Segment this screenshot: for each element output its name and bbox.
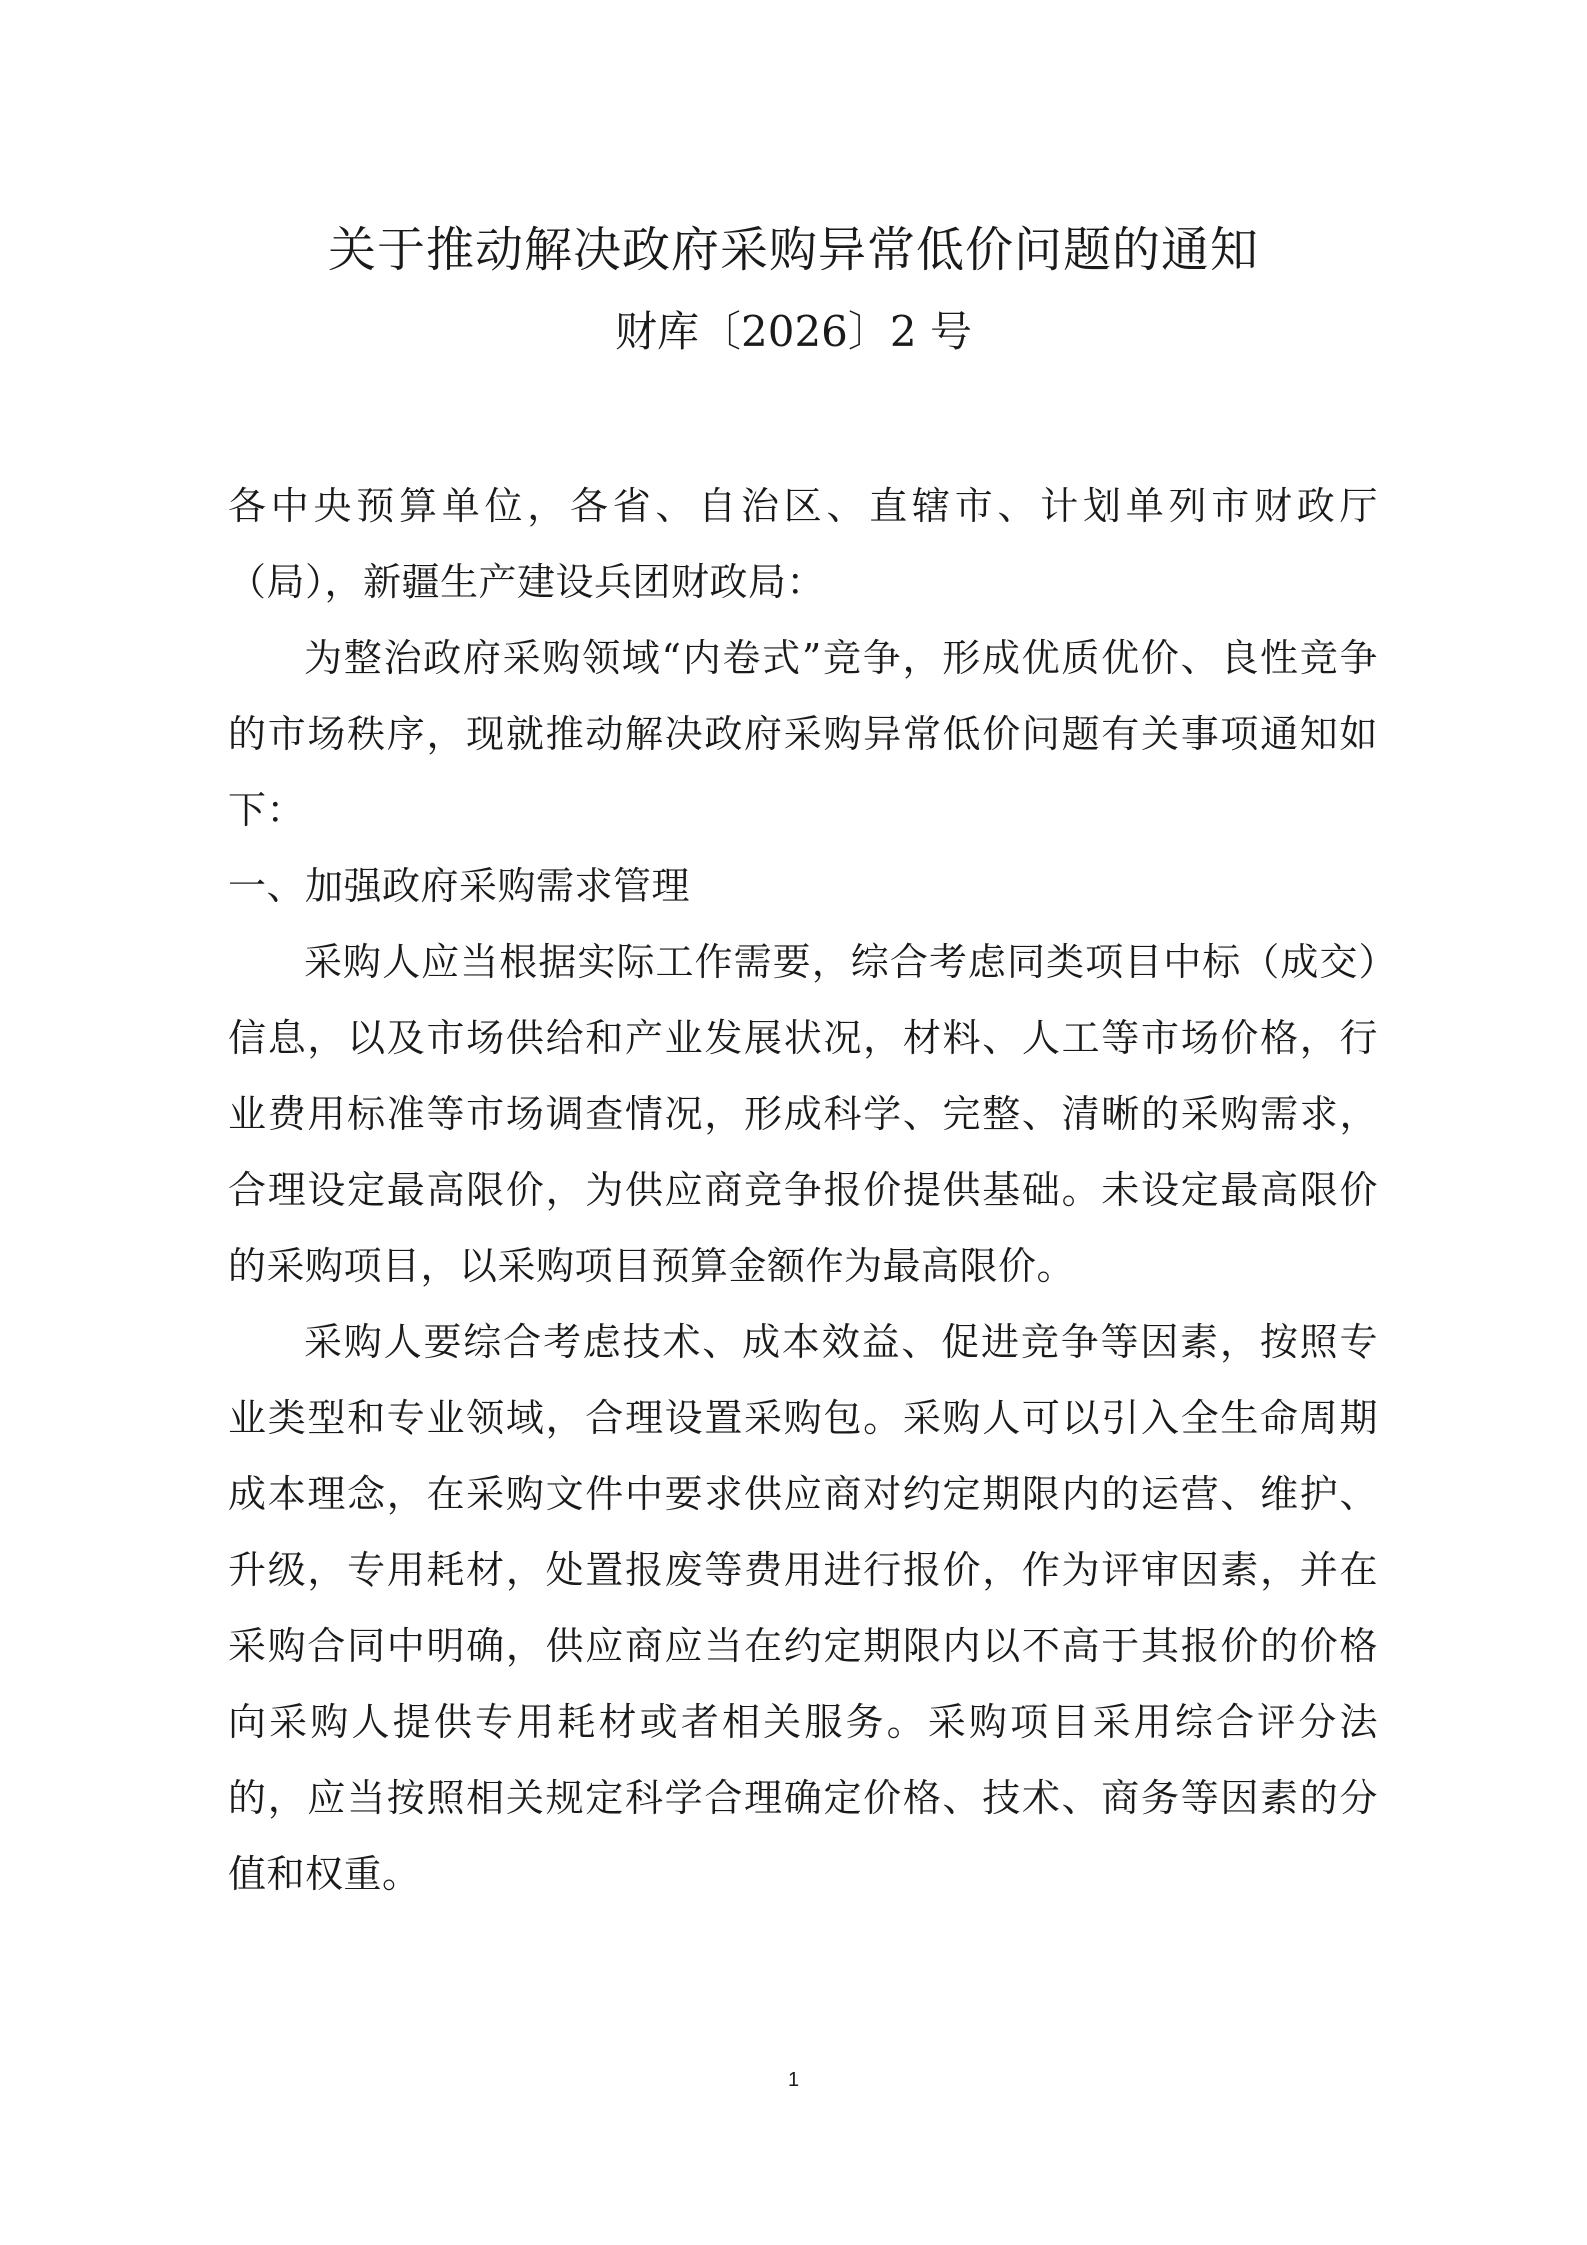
- section1-paragraph-1: 采购人应当根据实际工作需要，综合考虑同类项目中标（成交）信息，以及市场供给和产业发展状况，材料、人工等市场价格，行业费用标准等市场调查情况，形成科学、完整、清晰的采购需求，合理设定最高限价，为供应商竞争报价提供基础。未设定最高限价的采购项目，以采购项目预算金额作为最高限价。: [228, 940, 1378, 1288]
- document-number: 财库〔2026〕2 号: [615, 307, 972, 356]
- document-body: [228, 468, 1378, 1912]
- intro-paragraph: 为整治政府采购领域“内卷式”竞争，形成优质优价、良性竞争的市场秩序，现就推动解决政府采购异常低价问题有关事项通知如下：: [228, 636, 1378, 832]
- salutation: 各中央预算单位，各省、自治区、直辖市、计划单列市财政厅（局），新疆生产建设兵团财政局：: [228, 484, 1378, 604]
- section1-paragraph-2: 采购人要综合考虑技术、成本效益、促进竞争等因素，按照专业类型和专业领域，合理设置采购包。采购人可以引入全生命周期成本理念，在采购文件中要求供应商对约定期限内的运营、维护、升级，专用耗材，处置报废等费用进行报价，作为评审因素，并在采购合同中明确，供应商应当在约定期限内以不高于其报价的价格向采购人提供专用耗材或者相关服务。采购项目采用综合评分法的，应当按照相关规定科学合理确定价格、技术、商务等因素的分值和权重。: [228, 1320, 1378, 1896]
- document-title: 关于推动解决政府采购异常低价问题的通知: [327, 222, 1259, 278]
- page-number: 1: [787, 2069, 800, 2091]
- section-heading: 一、加强政府采购需求管理: [228, 864, 691, 908]
